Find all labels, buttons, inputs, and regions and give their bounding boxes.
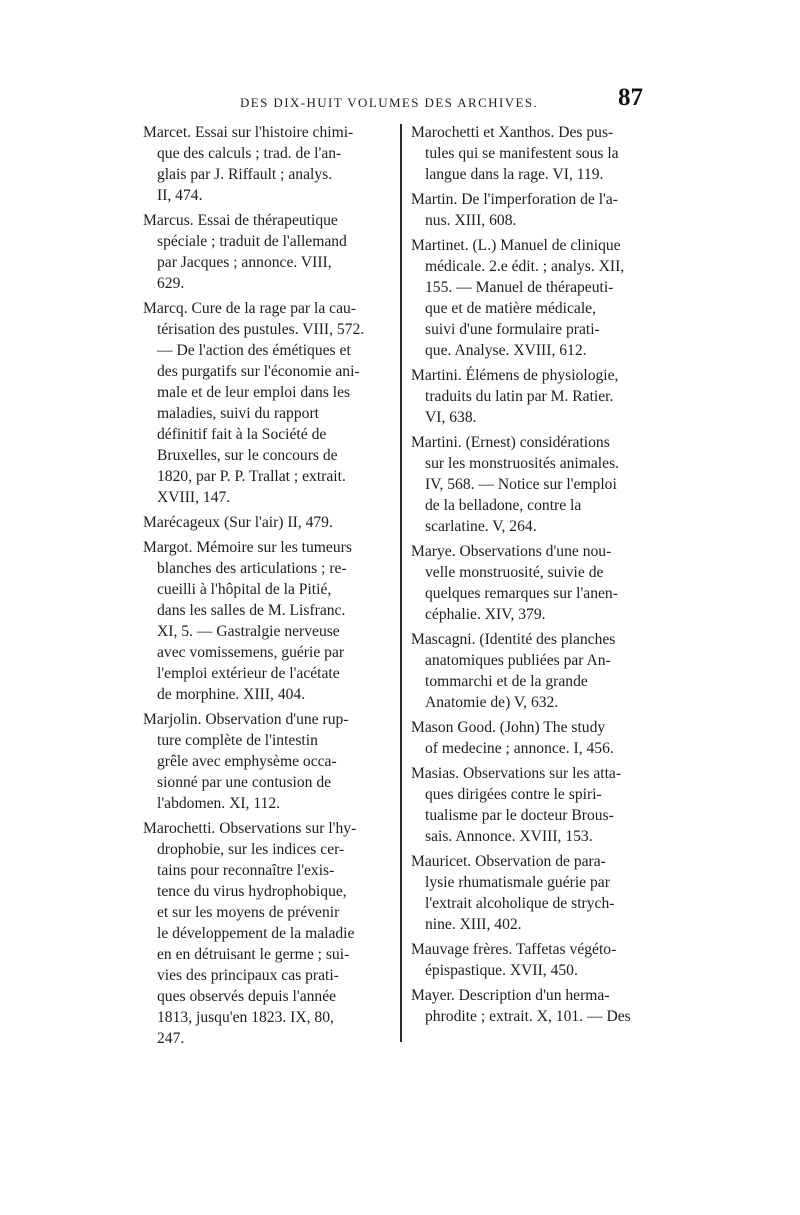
- index-entry: [411, 939, 661, 981]
- entry-line: Martini. (Ernest) considérations: [411, 434, 610, 451]
- entry-line: 247.: [157, 1030, 185, 1047]
- entry-line: lysie rhumatismale guérie par: [425, 874, 610, 891]
- entry-line: Marcq. Cure de la rage par la cau-: [143, 300, 356, 317]
- entry-line: 1820, par P. P. Trallat ; extrait.: [157, 468, 346, 485]
- entry-line: sionné par une contusion de: [157, 774, 332, 791]
- entry-line: scarlatine. V, 264.: [425, 518, 537, 535]
- entry-line: Mason Good. (John) The study: [411, 719, 606, 736]
- entry-line: vies des principaux cas prati-: [157, 967, 339, 984]
- index-entry: [411, 365, 661, 428]
- entry-line: — De l'action des émétiques et: [157, 342, 351, 359]
- entry-line: que. Analyse. XVIII, 612.: [425, 342, 587, 359]
- entry-line: cueilli à l'hôpital de la Pitié,: [157, 581, 332, 598]
- entry-line: nus. XIII, 608.: [425, 212, 517, 229]
- entry-line: phrodite ; extrait. X, 101. — Des: [425, 1008, 631, 1025]
- entry-line: l'emploi extérieur de l'acétate: [157, 665, 340, 682]
- entry-line: maladies, suivi du rapport: [157, 405, 319, 422]
- entry-line: ture complète de l'intestin: [157, 732, 318, 749]
- entry-line: Mascagni. (Identité des planches: [411, 631, 616, 648]
- entry-line: Marcus. Essai de thérapeutique: [143, 212, 338, 229]
- entry-line: Marécageux (Sur l'air) II, 479.: [143, 514, 333, 531]
- entry-line: velle monstruosité, suivie de: [425, 564, 604, 581]
- entry-line: II, 474.: [157, 187, 203, 204]
- running-head: DES DIX-HUIT VOLUMES DES ARCHIVES.: [240, 95, 539, 110]
- entry-line: sur les monstruosités animales.: [425, 455, 620, 472]
- entry-line: langue dans la rage. VI, 119.: [425, 166, 604, 183]
- entry-line: 155. — Manuel de thérapeuti-: [425, 279, 614, 296]
- entry-line: en en détruisant le germe ; sui-: [157, 946, 350, 963]
- entry-line: blanches des articulations ; re-: [157, 560, 347, 577]
- index-entry: [411, 432, 661, 537]
- entry-line: IV, 568. — Notice sur l'emploi: [425, 476, 617, 493]
- index-entry: [411, 763, 661, 847]
- entry-line: avec vomissemens, guérie par: [157, 644, 345, 661]
- entry-line: nine. XIII, 402.: [425, 916, 522, 933]
- entry-line: l'extrait alcoholique de strych-: [425, 895, 615, 912]
- index-entry: [411, 851, 661, 935]
- index-entry: [411, 235, 661, 361]
- entry-line: tualisme par le docteur Brous-: [425, 807, 614, 824]
- entry-line: et sur les moyens de prévenir: [157, 904, 340, 921]
- index-entry: [411, 629, 661, 713]
- entry-line: médicale. 2.e édit. ; analys. XII,: [425, 258, 625, 275]
- entry-line: le développement de la maladie: [157, 925, 355, 942]
- entry-line: male et de leur emploi dans les: [157, 384, 351, 401]
- entry-line: Martinet. (L.) Manuel de clinique: [411, 237, 621, 254]
- entry-line: Mauricet. Observation de para-: [411, 853, 606, 870]
- entry-line: ques observés depuis l'année: [157, 988, 337, 1005]
- entry-line: Anatomie de) V, 632.: [425, 694, 559, 711]
- entry-line: par Jacques ; annonce. VIII,: [157, 254, 332, 271]
- entry-line: sais. Annonce. XVIII, 153.: [425, 828, 593, 845]
- entry-line: Bruxelles, sur le concours de: [157, 447, 338, 464]
- entry-line: définitif fait à la Société de: [157, 426, 327, 443]
- entry-line: Marye. Observations d'une nou-: [411, 543, 612, 560]
- entry-line: 1813, jusqu'en 1823. IX, 80,: [157, 1009, 334, 1026]
- index-entry: [411, 985, 661, 1027]
- entry-line: térisation des pustules. VIII, 572.: [157, 321, 365, 338]
- page-number: 87: [618, 84, 643, 111]
- entry-line: des purgatifs sur l'économie ani-: [157, 363, 360, 380]
- entry-line: anatomiques publiées par An-: [425, 652, 611, 669]
- entry-line: Masias. Observations sur les atta-: [411, 765, 622, 782]
- index-entry: [143, 709, 393, 814]
- index-entry: [411, 122, 661, 185]
- entry-line: de la belladone, contre la: [425, 497, 582, 514]
- entry-line: tommarchi et de la grande: [425, 673, 588, 690]
- index-entry: [143, 537, 393, 705]
- entry-line: XVIII, 147.: [157, 489, 231, 506]
- entry-line: Margot. Mémoire sur les tumeurs: [143, 539, 352, 556]
- entry-line: Marochetti et Xanthos. Des pus-: [411, 124, 614, 141]
- entry-line: Mauvage frères. Taffetas végéto-: [411, 941, 617, 958]
- entry-line: Marcet. Essai sur l'histoire chimi-: [143, 124, 354, 141]
- index-entry: [411, 717, 661, 759]
- entry-line: l'abdomen. XI, 112.: [157, 795, 281, 812]
- left-column: [143, 122, 393, 1049]
- entry-line: of medecine ; annonce. I, 456.: [425, 740, 614, 757]
- entry-line: drophobie, sur les indices cer-: [157, 841, 345, 858]
- index-entry: [143, 210, 393, 294]
- entry-line: XI, 5. — Gastralgie nerveuse: [157, 623, 340, 640]
- entry-line: que des calculs ; trad. de l'an-: [157, 145, 342, 162]
- index-entry: [411, 189, 661, 231]
- entry-line: spéciale ; traduit de l'allemand: [157, 233, 347, 250]
- entry-line: 629.: [157, 275, 185, 292]
- entry-line: Martini. Élémens de physiologie,: [411, 367, 619, 384]
- index-entry: [143, 298, 393, 508]
- index-entry: [143, 122, 393, 206]
- entry-line: Marjolin. Observation d'une rup-: [143, 711, 349, 728]
- entry-line: tules qui se manifestent sous la: [425, 145, 619, 162]
- entry-line: grêle avec emphysème occa-: [157, 753, 337, 770]
- entry-line: Mayer. Description d'un herma-: [411, 987, 610, 1004]
- index-entry: [411, 541, 661, 625]
- index-entry: [143, 818, 393, 1049]
- index-entry: [143, 512, 393, 533]
- entry-line: suivi d'une formulaire prati-: [425, 321, 600, 338]
- entry-line: quelques remarques sur l'anen-: [425, 585, 618, 602]
- entry-line: céphalie. XIV, 379.: [425, 606, 546, 623]
- entry-line: de morphine. XIII, 404.: [157, 686, 306, 703]
- entry-line: tence du virus hydrophobique,: [157, 883, 347, 900]
- entry-line: tains pour reconnaître l'exis-: [157, 862, 335, 879]
- entry-line: dans les salles de M. Lisfranc.: [157, 602, 346, 619]
- column-divider: [400, 124, 402, 1042]
- entry-line: traduits du latin par M. Ratier.: [425, 388, 614, 405]
- right-column: [411, 122, 661, 1027]
- entry-line: épispastique. XVII, 450.: [425, 962, 578, 979]
- entry-line: Martin. De l'imperforation de l'a-: [411, 191, 618, 208]
- entry-line: glais par J. Riffault ; analys.: [157, 166, 333, 183]
- entry-line: ques dirigées contre le spiri-: [425, 786, 602, 803]
- entry-line: VI, 638.: [425, 409, 477, 426]
- entry-line: Marochetti. Observations sur l'hy-: [143, 820, 357, 837]
- entry-line: que et de matière médicale,: [425, 300, 597, 317]
